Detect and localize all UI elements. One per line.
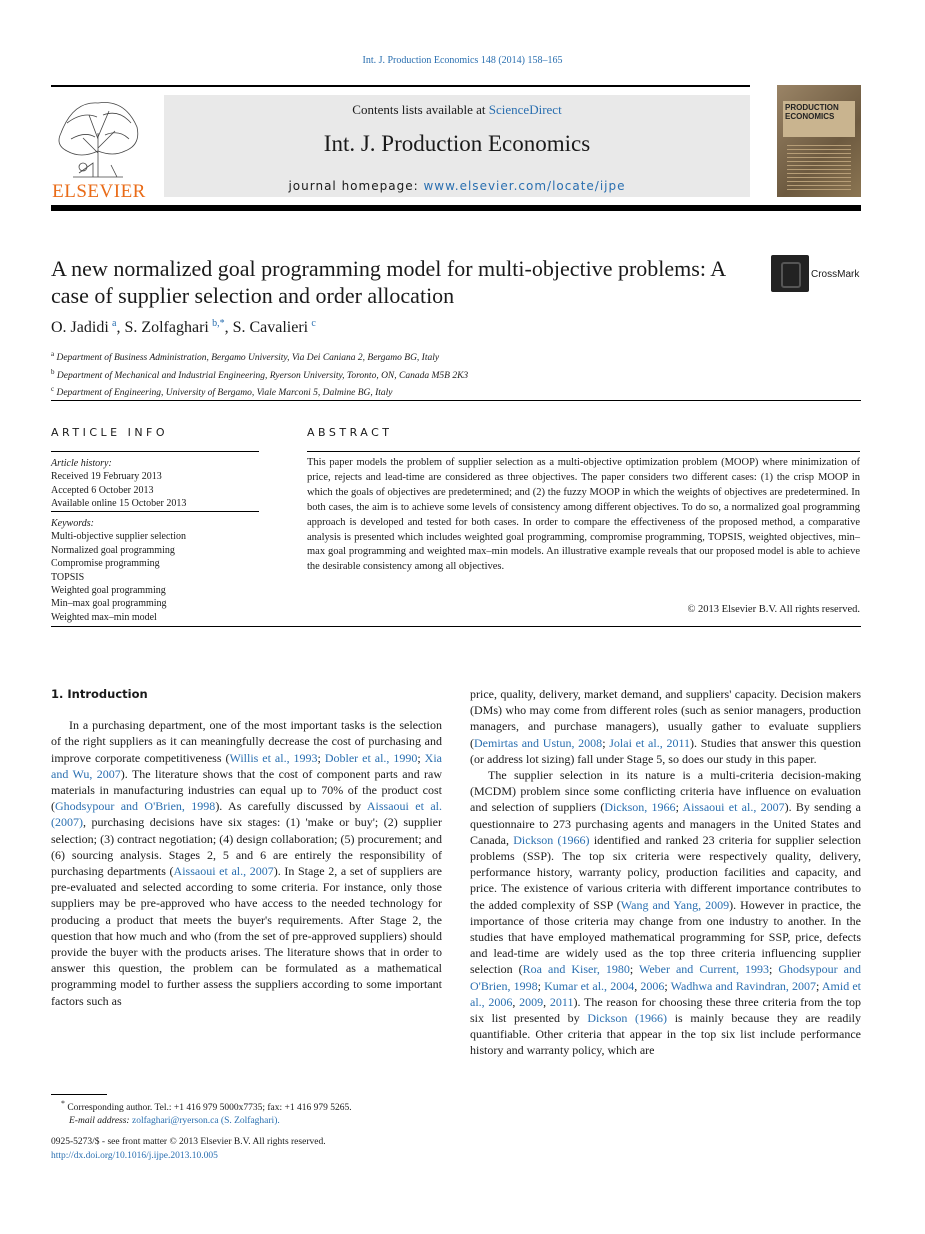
crossmark-badge[interactable] — [771, 255, 863, 293]
body-text-run: ; — [768, 962, 779, 977]
affiliation-item — [51, 366, 468, 384]
citation-link[interactable]: 2006 — [640, 978, 665, 993]
article-title: A new normalized goal programming model for multi-objective problems: A case of supplier selection and order allocation — [51, 256, 725, 308]
author-name: O. Jadidi — [51, 319, 109, 336]
elsevier-wordmark: ELSEVIER — [52, 181, 146, 202]
history-received: Received 19 February 2013 — [51, 471, 162, 483]
affiliation-text: Department of Engineering, University of Bergamo, Viale Marconi 5, Dalmine BG, Italy — [56, 388, 393, 399]
body-text-run: In a purchasing department, one of the most important tasks is the selection of the right suppliers as it can meaningfully decrease the cost of purchasing and improve corporate competitiveness ( — [51, 718, 442, 765]
abstract-rule — [307, 451, 860, 452]
body-text-run: ). However in practice, the importance of those criteria may change from one industry to another. In the studies that have employed mathematical programming for SSP, price, defects and lead-time are widely used as the top three criteria influencing supplier selection ( — [470, 897, 861, 977]
section-heading: 1. Introduction — [51, 687, 148, 701]
keyword-item: Multi-objective supplier selection — [51, 531, 186, 543]
author-separator: , — [116, 319, 125, 336]
cover-title-line: ECONOMICS — [785, 112, 835, 121]
citation-link[interactable]: Wang and Yang, 2009 — [620, 897, 730, 912]
keyword-item: TOPSIS — [51, 571, 85, 583]
cover-texture — [787, 145, 851, 191]
body-text-run: is mainly because they are readily quantifiable. Other criteria that appear in the top six list include performance history and warranty policy, which are — [470, 1011, 862, 1058]
history-online: Available online 15 October 2013 — [51, 498, 187, 510]
email-label: E-mail address: — [69, 1116, 132, 1127]
keyword-item: Weighted max–min model — [51, 611, 157, 623]
body-paragraph — [470, 767, 861, 1059]
crossmark-label: CrossMark — [811, 269, 860, 280]
affiliation-marker: b — [51, 367, 55, 376]
homepage-link[interactable]: www.elsevier.com/locate/ijpe — [423, 179, 626, 193]
homepage-prefix: journal homepage: — [288, 179, 424, 193]
body-text-run: identified and ranked 23 criteria for supplier selection problems (SSP). The top six criteria were respectively quality, delivery, performance history, warranty policy, production facilities and capacity, and price. The existence of various criteria with different importance contributes to the added complexity of SSP ( — [470, 832, 862, 912]
author-name: S. Zolfaghari — [124, 319, 209, 336]
citation-link[interactable]: Aissaoui et al., 2007 — [682, 800, 785, 815]
citation-link[interactable]: Wadhwa and Ravindran, 2007 — [670, 978, 817, 993]
citation-link[interactable]: Dickson (1966) — [513, 832, 590, 847]
body-paragraph — [470, 686, 861, 767]
affiliation-marker: a — [51, 350, 55, 358]
journal-cover-image[interactable] — [777, 85, 861, 197]
crossmark-icon — [771, 255, 809, 292]
masthead-bottom-rule — [51, 205, 861, 211]
body-text-run: ). The reason for choosing these three criteria from the top six list presented by — [470, 994, 861, 1026]
affiliation-text: Department of Business Administration, Bergamo University, Via Dei Caniana 2, Bergamo BG, Italy — [56, 353, 440, 364]
article-history-heading: Article history: — [51, 458, 112, 469]
masthead-top-rule — [51, 85, 750, 87]
citation-link[interactable]: Dickson (1966) — [587, 1011, 668, 1026]
body-text-run: ). Studies that answer this question (or address lot sizing) fall under Stage 5, so does our study in this paper. — [470, 735, 861, 766]
running-head[interactable]: Int. J. Production Economics 148 (2014) 158–165 — [362, 55, 563, 66]
body-column-left — [51, 686, 442, 1009]
footnote-line — [51, 1097, 442, 1115]
footnote-contact: Corresponding author. Tel.: +1 416 979 5000x7735; fax: +1 416 979 5265. — [64, 1103, 352, 1114]
body-text-run: price, quality, delivery, market demand, and suppliers' capacity. Decision makers (DMs) who may come from different roles (such as senior managers, production managers, and purchase managers), usually gather to evaluate suppliers ( — [470, 687, 861, 750]
body-paragraph — [51, 717, 442, 1009]
homepage-line — [164, 179, 750, 193]
citation-link[interactable]: Ghodsypour and O'Brien, 1998 — [470, 962, 861, 993]
footnote-marker: * — [61, 1099, 65, 1108]
body-text-run: ; — [537, 978, 545, 993]
citation-link[interactable]: Ghodsypour and O'Brien, 1998 — [55, 799, 216, 814]
footnote — [51, 1097, 442, 1128]
footnote-rule — [51, 1094, 107, 1095]
citation-link[interactable]: Roa and Kiser, 1980 — [522, 962, 630, 977]
header-divider — [51, 400, 861, 401]
author-affiliation-link[interactable]: a — [111, 318, 117, 329]
affiliation-marker: c — [51, 385, 55, 394]
citation-link[interactable]: Amid et al., 2006 — [470, 978, 862, 1009]
keywords-rule — [51, 511, 259, 512]
journal-title: Int. J. Production Economics — [323, 131, 591, 156]
affiliation-item — [51, 383, 468, 401]
body-text-run: ; — [675, 800, 683, 815]
body-text-run: ). The literature shows that the cost of component parts and raw materials in manufacturing industries can equal up to 70% of the product cost ( — [51, 766, 442, 814]
citation-link[interactable]: Jolai et al., 2011 — [609, 735, 691, 750]
citation-link[interactable]: Dickson, 1966 — [604, 800, 676, 815]
abstract-text: This paper models the problem of supplier selection as a multi-objective optimization problem (MOOP) where minimization of price, rejects and lead-time are considered as three objectives. The paper considers two different cases: (1) the crisp MOOP in which the goals of objectives are predetermined; and (2) the fuzzy MOOP in which the weights of objectives are predetermined. In both cases, the aim is to achieve some levels of consistency among different objectives. To do so, a normalized goal programming approach is developed and tested for both cases. In order to compare the effectiveness of the proposed method, a comparative analysis is presented which includes weighted goal programming, compromise programming, TOPSIS, weighted objectives, min–max goal programming and weighted max–min models. An illustrative example reveals that our proposed model is able to achieve the desirable consistency among all objectives. — [307, 457, 860, 573]
journal-banner — [164, 95, 750, 197]
citation-link[interactable]: Aissaoui et al., 2007 — [173, 864, 274, 879]
citation-link[interactable]: Kumar et al., 2004 — [544, 978, 635, 993]
author-list — [51, 318, 316, 337]
body-text-run: ). As carefully discussed by — [215, 799, 367, 814]
body-text-run: ; — [629, 962, 639, 977]
publication-meta — [51, 1136, 326, 1163]
elsevier-tree-icon — [53, 93, 143, 179]
citation-link[interactable]: 2009 — [519, 994, 544, 1009]
affiliation-item — [51, 348, 468, 366]
keywords-heading: Keywords: — [51, 518, 94, 529]
cover-title — [785, 103, 839, 121]
body-column-right — [470, 686, 861, 1059]
author-affiliation-link[interactable]: c — [311, 318, 316, 329]
journal-masthead — [51, 85, 861, 213]
history-accepted: Accepted 6 October 2013 — [51, 484, 154, 496]
sciencedirect-link[interactable]: ScienceDirect — [488, 102, 562, 117]
body-text-run: ). In Stage 2, a set of suppliers are pre-evaluated and selected according to some criteria. For instance, only those suppliers may be pre-approved who have access to the needed technology for producing a product that meets the buyer's requirements. After Stage 2, the question that how much and who (from the set of pre-approved suppliers) should provide the buyer with the products arises. The literature shows that in order to answer this question, the problem can be formulated as a mathematical programming model to further assess the suppliers according to some important factors such as — [51, 864, 442, 1008]
abstract-copyright: © 2013 Elsevier B.V. All rights reserved. — [687, 604, 860, 615]
citation-link[interactable]: Willis et al., 1993 — [229, 750, 318, 765]
citation-link[interactable]: Dobler et al., 1990 — [324, 750, 418, 765]
citation-link[interactable]: Aissaoui et al. (2007) — [51, 799, 442, 830]
cover-title-line: PRODUCTION — [785, 103, 839, 112]
citation-link[interactable]: 2011 — [549, 994, 574, 1009]
keyword-item: Min–max goal programming — [51, 598, 167, 610]
contents-line — [164, 102, 750, 118]
email-link[interactable]: zolfaghari@ryerson.ca (S. Zolfaghari). — [131, 1116, 280, 1127]
body-text-run: ). By sending a questionnaire to 273 purchasing agents and managers in the United States and Canada, — [470, 800, 861, 847]
body-text-run: ; — [317, 750, 325, 765]
article-info-rule — [51, 451, 259, 452]
author-name: S. Cavalieri — [232, 319, 309, 336]
doi-link[interactable]: http://dx.doi.org/10.1016/j.ijpe.2013.10.005 — [51, 1150, 218, 1161]
issn-line: 0925-5273/$ - see front matter © 2013 Elsevier B.V. All rights reserved. — [51, 1137, 326, 1147]
keyword-item: Compromise programming — [51, 558, 160, 570]
author-separator: , — [224, 319, 233, 336]
abstract-bottom-divider — [51, 626, 861, 627]
body-text-run: The supplier selection in its nature is a multi-criteria decision-making (MCDM) problem since some conflicting criteria have influence on evaluation and selection of suppliers ( — [470, 768, 861, 815]
citation-link[interactable]: Xia and Wu, 2007 — [51, 750, 442, 781]
body-text-run: , — [543, 994, 550, 1009]
affiliation-text: Department of Mechanical and Industrial Engineering, Ryerson University, Toronto, ON, Canada M5B 2K3 — [56, 370, 469, 381]
keyword-item: Normalized goal programming — [51, 544, 175, 556]
body-text-run: ; — [816, 978, 822, 993]
keyword-item: Weighted goal programming — [51, 585, 166, 597]
contents-prefix: Contents lists available at — [352, 102, 489, 117]
affiliation-list — [51, 348, 468, 401]
citation-link[interactable]: Demirtas and Ustun, 2008 — [474, 735, 603, 750]
body-text-run: , — [634, 978, 641, 993]
elsevier-logo[interactable] — [51, 93, 147, 201]
author-affiliation-link[interactable]: b,* — [212, 318, 225, 329]
body-text-run: ; — [602, 735, 610, 750]
keywords-list — [51, 517, 259, 624]
article-history — [51, 457, 259, 511]
body-text-run: , purchasing decisions have six stages: (1) 'make or buy'; (2) supplier selection; (3) contract negotiation; (4) design collaboration; (5) procurement; and (6) sourcing analysis. Stages 2, 5 and 6 are entirely the responsibility of purchasing departments ( — [51, 815, 442, 879]
footnote-email-line — [51, 1115, 442, 1128]
body-text-run: , — [512, 994, 520, 1009]
article-info-heading: ARTICLE INFO — [51, 426, 169, 439]
body-text-run: ; — [417, 750, 425, 765]
abstract-heading: ABSTRACT — [307, 426, 393, 439]
citation-link[interactable]: Weber and Current, 1993 — [638, 962, 769, 977]
body-text-run: ; — [664, 978, 671, 993]
